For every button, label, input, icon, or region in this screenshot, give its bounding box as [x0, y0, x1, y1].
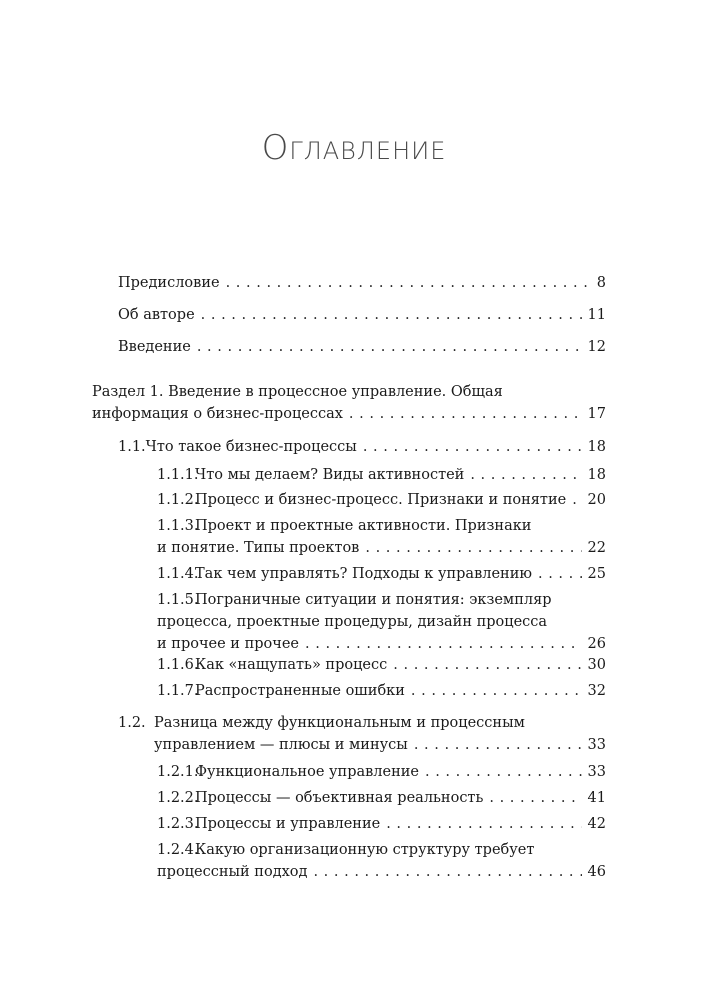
toc-page-number: 26	[587, 636, 606, 652]
toc-page-number: 30	[587, 657, 606, 673]
toc-page-number: 32	[587, 683, 606, 699]
toc-subchapter-1-1-4[interactable]	[157, 563, 606, 585]
toc-page-number: 11	[587, 307, 606, 323]
dot-leader	[363, 436, 582, 458]
toc-entry-label-line: управлением — плюсы и минусы	[154, 737, 408, 753]
toc-subchapter-1-1-6[interactable]	[157, 654, 606, 676]
toc-entry-label-line: Какую организационную структуру требует	[195, 842, 535, 858]
toc-entry-label-line: Проект и проектные активности. Признаки	[195, 518, 532, 534]
toc-entry-number: 1.2.2.	[157, 790, 199, 806]
toc-subchapter-1-2-3[interactable]	[157, 813, 606, 835]
toc-entry-number: 1.1.5.	[157, 592, 199, 608]
toc-subchapter-1-2-2[interactable]	[157, 787, 606, 809]
toc-page-number: 41	[587, 790, 606, 806]
toc-entry-label: Распространенные ошибки	[195, 683, 405, 699]
toc-entry-preface[interactable]	[118, 272, 606, 294]
dot-leader	[538, 563, 582, 585]
toc-entry-label: Функциональное управление	[195, 764, 419, 780]
toc-entry-introduction[interactable]	[118, 336, 606, 358]
toc-page-number: 20	[587, 492, 606, 508]
toc-entry-about-author[interactable]	[118, 304, 606, 326]
dot-leader	[411, 680, 582, 702]
page-title: Оглавление	[261, 128, 447, 168]
toc-entry-label-line: Пограничные ситуации и понятия: экземпляр	[195, 592, 552, 608]
toc-entry-number: 1.1.1.	[157, 467, 199, 483]
toc-entry-number: 1.1.6.	[157, 657, 199, 673]
dot-leader	[349, 403, 582, 425]
dot-leader	[226, 272, 591, 294]
toc-page-number: 25	[587, 566, 606, 582]
toc-entry-label-line: и понятие. Типы проектов	[157, 540, 360, 556]
dot-leader	[305, 633, 582, 655]
toc-entry-label: Введение	[118, 339, 191, 355]
toc-subchapter-1-1-3[interactable]	[157, 515, 606, 559]
toc-entry-label-line: информация о бизнес-процессах	[92, 406, 343, 422]
toc-entry-label: Процесс и бизнес-процесс. Признаки и понятие	[195, 492, 567, 508]
dot-leader	[414, 734, 582, 756]
toc-subchapter-1-1-2[interactable]	[157, 489, 606, 511]
toc-subchapter-1-1-5[interactable]	[157, 589, 606, 655]
toc-entry-label: Что мы делаем? Виды активностей	[195, 467, 465, 483]
dot-leader	[425, 761, 582, 783]
toc-chapter-1-1[interactable]	[118, 436, 606, 458]
dot-leader	[201, 304, 582, 326]
toc-page-number: 22	[587, 540, 606, 556]
toc-page-number: 18	[587, 439, 606, 455]
dot-leader	[365, 537, 581, 559]
toc-entry-label: Об авторе	[118, 307, 195, 323]
toc-entry-label: Что такое бизнес-процессы	[145, 439, 357, 455]
dot-leader	[197, 336, 582, 358]
toc-entry-label: Так чем управлять? Подходы к управлению	[195, 566, 532, 582]
toc-entry-number: 1.1.7.	[157, 683, 199, 699]
toc-page-number: 17	[587, 406, 606, 422]
dot-leader	[313, 861, 581, 883]
dot-leader	[470, 464, 581, 486]
toc-entry-label: Предисловие	[118, 275, 220, 291]
toc-entry-label: Процессы и управление	[195, 816, 381, 832]
toc-entry-number: 1.2.1.	[157, 764, 199, 780]
toc-entry-label-line: Раздел 1. Введение в процессное управление. Общая	[92, 384, 503, 400]
toc-page-number: 33	[587, 764, 606, 780]
toc-entry-number: 1.2.	[118, 715, 146, 731]
toc-entry-label: Процессы — объективная реальность	[195, 790, 484, 806]
toc-subchapter-1-2-4[interactable]	[157, 839, 606, 883]
toc-subchapter-1-2-1[interactable]	[157, 761, 606, 783]
toc-entry-number: 1.1.2.	[157, 492, 199, 508]
toc-entry-label-line: процесса, проектные процедуры, дизайн процесса	[157, 614, 548, 630]
toc-entry-number: 1.1.	[118, 439, 146, 455]
toc-entry-number: 1.2.4.	[157, 842, 199, 858]
dot-leader	[489, 787, 581, 809]
toc-chapter-1-2[interactable]	[118, 712, 606, 756]
dot-leader	[386, 813, 581, 835]
toc-subchapter-1-1-1[interactable]	[157, 464, 606, 486]
toc-entry-label: Как «нащупать» процесс	[195, 657, 388, 673]
toc-entry-number: 1.1.3.	[157, 518, 199, 534]
toc-page-number: 12	[587, 339, 606, 355]
toc-page-number: 46	[587, 864, 606, 880]
toc-entry-label-line: и прочее и прочее	[157, 636, 300, 652]
dot-leader	[393, 654, 581, 676]
dot-leader	[572, 489, 581, 511]
toc-page-number: 33	[587, 737, 606, 753]
toc-page-number: 8	[596, 275, 606, 291]
toc-entry-label-line: процессный подход	[157, 864, 308, 880]
toc-entry-number: 1.1.4.	[157, 566, 199, 582]
toc-page-number: 18	[587, 467, 606, 483]
toc-subchapter-1-1-7[interactable]	[157, 680, 606, 702]
toc-entry-label-line: Разница между функциональным и процессным	[154, 715, 525, 731]
toc-entry-number: 1.2.3.	[157, 816, 199, 832]
toc-section-1[interactable]	[92, 381, 606, 425]
toc-page-number: 42	[587, 816, 606, 832]
